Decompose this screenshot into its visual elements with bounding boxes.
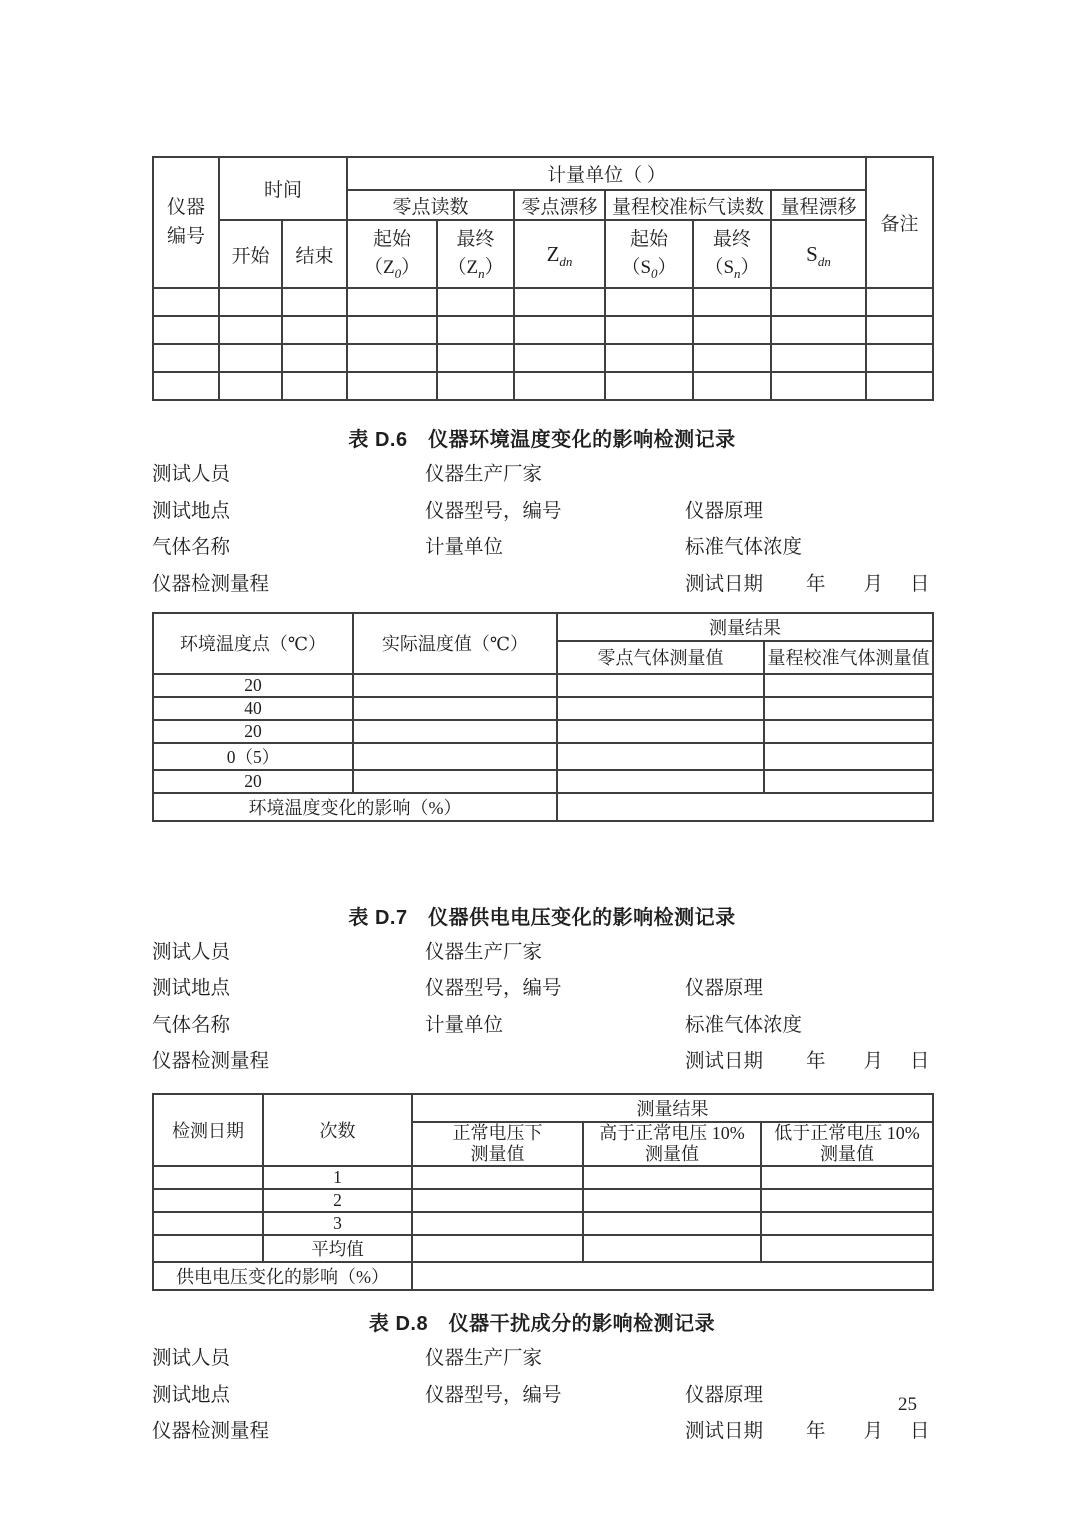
- empty-cell: [557, 743, 764, 770]
- field-row: [152, 1349, 932, 1369]
- symbol-line: [694, 254, 770, 283]
- empty-cell: [866, 372, 933, 400]
- field-unit: 计量单位: [425, 1014, 504, 1036]
- empty-cell: [153, 1235, 263, 1262]
- field-test-location: 测试地点: [152, 978, 231, 999]
- empty-cell: [153, 1166, 263, 1189]
- field-row: [152, 1052, 932, 1072]
- field-unit: 计量单位: [425, 537, 504, 558]
- table-row: [153, 770, 933, 793]
- empty-cell: [412, 1166, 583, 1189]
- empty-cell: [153, 1212, 263, 1235]
- empty-cell: [866, 316, 933, 344]
- empty-cell: [866, 344, 933, 372]
- empty-cell: [153, 288, 219, 316]
- zero-final-header: [437, 220, 514, 288]
- empty-cell: [605, 372, 693, 400]
- field-row: [152, 1422, 932, 1442]
- empty-cell: [693, 344, 771, 372]
- field-row: [152, 943, 932, 963]
- times-header: 次数: [263, 1094, 412, 1166]
- field-row: [152, 502, 932, 522]
- symbol-subscript: 0: [651, 265, 658, 281]
- table-row: [153, 316, 933, 344]
- time-end-header: 结束: [282, 220, 347, 288]
- label-line: 测量值: [470, 1144, 525, 1164]
- empty-cell: [219, 316, 282, 344]
- table-row: [153, 1212, 933, 1235]
- empty-cell: [353, 697, 557, 720]
- date-label: 测试日期: [685, 1051, 764, 1072]
- date-day: 日: [910, 1051, 930, 1072]
- empty-cell: [153, 344, 219, 372]
- table-row: [153, 674, 933, 697]
- section-d6: [152, 428, 932, 822]
- field-empty: [425, 575, 685, 595]
- empty-cell: [764, 743, 933, 770]
- temperature-influence-table: [152, 612, 934, 822]
- empty-cell: [764, 720, 933, 743]
- label-line: 最终: [456, 228, 495, 250]
- span-gas-header: 量程校准气体测量值: [764, 641, 933, 674]
- high-voltage-header: [583, 1122, 761, 1166]
- symbol-line: [348, 254, 436, 283]
- footer-row: [153, 1262, 933, 1290]
- field-test-date: [685, 575, 932, 595]
- empty-cell: [347, 316, 437, 344]
- symbol-text: ）: [740, 257, 760, 278]
- label-line: 起始: [373, 228, 412, 250]
- empty-cell: [437, 316, 514, 344]
- field-row: [152, 1386, 932, 1406]
- field-test-person: 测试人员: [152, 1348, 231, 1369]
- field-manufacturer: 仪器生产厂家: [425, 941, 543, 963]
- empty-cell: [771, 288, 866, 316]
- empty-cell: [583, 1189, 761, 1212]
- empty-cell: [437, 288, 514, 316]
- symbol-text: （S: [621, 257, 652, 278]
- label-line: 最终: [713, 228, 752, 250]
- symbol-text: ）: [484, 257, 504, 278]
- header-row-1: [153, 157, 933, 190]
- temp-point-cell: 0（5）: [153, 743, 353, 770]
- empty-cell: [347, 344, 437, 372]
- symbol-subscript: dn: [559, 253, 573, 269]
- empty-cell: [761, 1166, 933, 1189]
- zero-reading-header: 零点读数: [347, 190, 514, 220]
- empty-cell: [693, 288, 771, 316]
- temp-point-header: 环境温度点（℃）: [153, 613, 353, 674]
- header-row-3: [153, 220, 933, 288]
- span-initial-header: [605, 220, 693, 288]
- temp-point-cell: 20: [153, 674, 353, 697]
- symbol-subscript: n: [734, 265, 741, 281]
- page-content: [152, 0, 932, 1459]
- empty-cell: [557, 720, 764, 743]
- field-row: [152, 1016, 932, 1036]
- field-test-location: 测试地点: [152, 500, 231, 522]
- table-row: [153, 720, 933, 743]
- empty-cell: [866, 288, 933, 316]
- times-cell: 平均值: [263, 1235, 412, 1262]
- empty-cell: [514, 344, 605, 372]
- field-empty: [685, 943, 932, 963]
- date-day: 日: [910, 1421, 930, 1442]
- label-line: 编号: [166, 225, 205, 247]
- normal-voltage-header: [412, 1122, 583, 1166]
- empty-cell: [353, 720, 557, 743]
- field-principle: 仪器原理: [685, 1384, 764, 1406]
- empty-cell: [514, 372, 605, 400]
- table-d7-title: 表 D.7 仪器供电电压变化的影响检测记录: [348, 906, 736, 929]
- symbol-subscript: dn: [817, 253, 831, 269]
- symbol-line: [438, 254, 513, 283]
- field-row: [152, 465, 932, 485]
- empty-cell: [353, 743, 557, 770]
- empty-cell: [282, 316, 347, 344]
- empty-cell: [605, 316, 693, 344]
- page-number: 25: [898, 1394, 917, 1415]
- date-year: 年: [806, 1421, 826, 1442]
- empty-cell: [764, 697, 933, 720]
- empty-cell: [412, 1189, 583, 1212]
- empty-cell: [353, 770, 557, 793]
- field-empty: [425, 1052, 685, 1072]
- field-row: [152, 979, 932, 999]
- empty-cell: [412, 1212, 583, 1235]
- empty-cell: [693, 316, 771, 344]
- time-header: 时间: [219, 157, 347, 220]
- field-test-person: 测试人员: [152, 941, 231, 963]
- date-year: 年: [806, 1051, 826, 1072]
- empty-cell: [771, 316, 866, 344]
- zero-initial-header: [347, 220, 437, 288]
- field-model-number: 仪器型号，编号: [425, 978, 562, 999]
- field-standard-gas: 标准气体浓度: [685, 537, 803, 558]
- symbol-text: Z: [546, 241, 560, 266]
- time-start-header: 开始: [219, 220, 282, 288]
- empty-cell: [514, 316, 605, 344]
- empty-cell: [282, 372, 347, 400]
- zero-drift-symbol-header: [514, 220, 605, 288]
- empty-cell: [219, 288, 282, 316]
- instrument-drift-table: [152, 156, 934, 401]
- label-line: 正常电压下: [452, 1123, 543, 1143]
- empty-cell: [219, 344, 282, 372]
- label-line: 高于正常电压 10%: [599, 1123, 745, 1143]
- label-line: 仪器: [166, 197, 205, 218]
- date-day: 日: [910, 573, 930, 595]
- date-month: 月: [863, 1421, 884, 1442]
- empty-cell: [557, 793, 933, 821]
- field-model-number: 仪器型号，编号: [425, 500, 562, 522]
- symbol-text: ）: [657, 257, 677, 278]
- span-drift-header: 量程漂移: [771, 190, 866, 220]
- d6-fields: [152, 465, 932, 595]
- date-month: 月: [863, 1051, 884, 1072]
- measure-result-header: 测量结果: [412, 1094, 933, 1122]
- empty-cell: [514, 288, 605, 316]
- low-voltage-header: [761, 1122, 933, 1166]
- empty-cell: [583, 1166, 761, 1189]
- field-empty: [425, 1422, 685, 1442]
- empty-cell: [282, 288, 347, 316]
- empty-cell: [771, 344, 866, 372]
- empty-cell: [347, 288, 437, 316]
- empty-cell: [347, 372, 437, 400]
- zero-gas-header: 零点气体测量值: [557, 641, 764, 674]
- table-row: [153, 1189, 933, 1212]
- voltage-influence-footer: 供电电压变化的影响（%）: [153, 1262, 412, 1290]
- header-row-1: [153, 1094, 933, 1122]
- empty-cell: [557, 674, 764, 697]
- table-d6-title: 表 D.6 仪器环境温度变化的影响检测记录: [348, 429, 736, 451]
- empty-cell: [693, 372, 771, 400]
- footer-row: [153, 793, 933, 821]
- table-row: [153, 1235, 933, 1262]
- unit-group-header: 计量单位（ ）: [347, 157, 866, 190]
- field-row: [152, 538, 932, 558]
- field-gas-name: 气体名称: [152, 537, 231, 558]
- empty-cell: [353, 674, 557, 697]
- label-line: 测量值: [645, 1144, 699, 1164]
- header-row-1: [153, 613, 933, 641]
- empty-cell: [557, 697, 764, 720]
- empty-cell: [583, 1212, 761, 1235]
- empty-cell: [761, 1212, 933, 1235]
- empty-cell: [557, 770, 764, 793]
- symbol-text: （S: [704, 257, 735, 278]
- date-label: 测试日期: [685, 573, 764, 595]
- table-row: [153, 344, 933, 372]
- empty-cell: [412, 1235, 583, 1262]
- span-drift-symbol-header: [771, 220, 866, 288]
- empty-cell: [437, 372, 514, 400]
- field-manufacturer: 仪器生产厂家: [425, 1348, 543, 1369]
- empty-cell: [771, 372, 866, 400]
- empty-cell: [412, 1262, 933, 1290]
- field-test-date: [685, 1052, 932, 1072]
- field-range: 仪器检测量程: [152, 573, 270, 595]
- table-row: [153, 697, 933, 720]
- span-final-header: [693, 220, 771, 288]
- date-label: 测试日期: [685, 1421, 764, 1442]
- symbol-text: （Z: [447, 257, 479, 278]
- empty-cell: [153, 316, 219, 344]
- table-d8-title: 表 D.8 仪器干扰成分的影响检测记录: [368, 1313, 716, 1335]
- field-range: 仪器检测量程: [152, 1421, 270, 1442]
- d8-fields: [152, 1349, 932, 1442]
- field-range: 仪器检测量程: [152, 1051, 270, 1072]
- field-standard-gas: 标准气体浓度: [685, 1014, 803, 1036]
- empty-cell: [583, 1235, 761, 1262]
- empty-cell: [761, 1235, 933, 1262]
- empty-cell: [437, 344, 514, 372]
- symbol-text: ）: [401, 257, 421, 278]
- times-cell: 3: [263, 1212, 412, 1235]
- field-row: [152, 575, 932, 595]
- symbol-subscript: 0: [394, 265, 402, 281]
- empty-cell: [282, 344, 347, 372]
- test-date-header: 检测日期: [153, 1094, 263, 1166]
- table-row: [153, 1166, 933, 1189]
- table-row: [153, 372, 933, 400]
- field-empty: [685, 465, 932, 485]
- empty-cell: [764, 674, 933, 697]
- empty-cell: [761, 1189, 933, 1212]
- label-line: 起始: [630, 228, 669, 250]
- field-test-location: 测试地点: [152, 1384, 231, 1406]
- date-year: 年: [806, 573, 826, 595]
- table-row: [153, 288, 933, 316]
- label-line: 低于正常电压 10%: [774, 1123, 920, 1143]
- instrument-no-header: [153, 157, 219, 288]
- empty-cell: [153, 372, 219, 400]
- field-test-person: 测试人员: [152, 464, 231, 485]
- span-reading-header: 量程校准标气读数: [605, 190, 771, 220]
- symbol-text: S: [806, 241, 818, 266]
- actual-temp-header: 实际温度值（℃）: [353, 613, 557, 674]
- empty-cell: [764, 770, 933, 793]
- symbol-subscript: n: [478, 265, 485, 281]
- section-d8: [152, 1312, 932, 1442]
- field-test-date: [685, 1422, 932, 1442]
- d7-fields: [152, 943, 932, 1073]
- voltage-influence-table: [152, 1093, 934, 1291]
- times-cell: 2: [263, 1189, 412, 1212]
- temp-point-cell: 20: [153, 720, 353, 743]
- field-principle: 仪器原理: [685, 978, 764, 999]
- symbol-text: （Z: [363, 257, 395, 278]
- remark-header: 备注: [866, 157, 933, 288]
- label-line: 测量值: [820, 1144, 875, 1164]
- section-d7: [152, 906, 932, 1292]
- field-manufacturer: 仪器生产厂家: [425, 464, 543, 485]
- empty-cell: [605, 344, 693, 372]
- symbol-line: [606, 254, 692, 283]
- empty-cell: [605, 288, 693, 316]
- temp-point-cell: 40: [153, 697, 353, 720]
- times-cell: 1: [263, 1166, 412, 1189]
- zero-drift-header: 零点漂移: [514, 190, 605, 220]
- field-principle: 仪器原理: [685, 500, 764, 522]
- field-empty: [685, 1349, 932, 1369]
- empty-cell: [219, 372, 282, 400]
- measure-result-header: 测量结果: [557, 613, 933, 641]
- field-model-number: 仪器型号，编号: [425, 1384, 562, 1406]
- field-gas-name: 气体名称: [152, 1014, 231, 1036]
- temp-point-cell: 20: [153, 770, 353, 793]
- table-row: [153, 743, 933, 770]
- temp-influence-footer: 环境温度变化的影响（%）: [153, 793, 557, 821]
- empty-cell: [153, 1189, 263, 1212]
- date-month: 月: [863, 573, 884, 595]
